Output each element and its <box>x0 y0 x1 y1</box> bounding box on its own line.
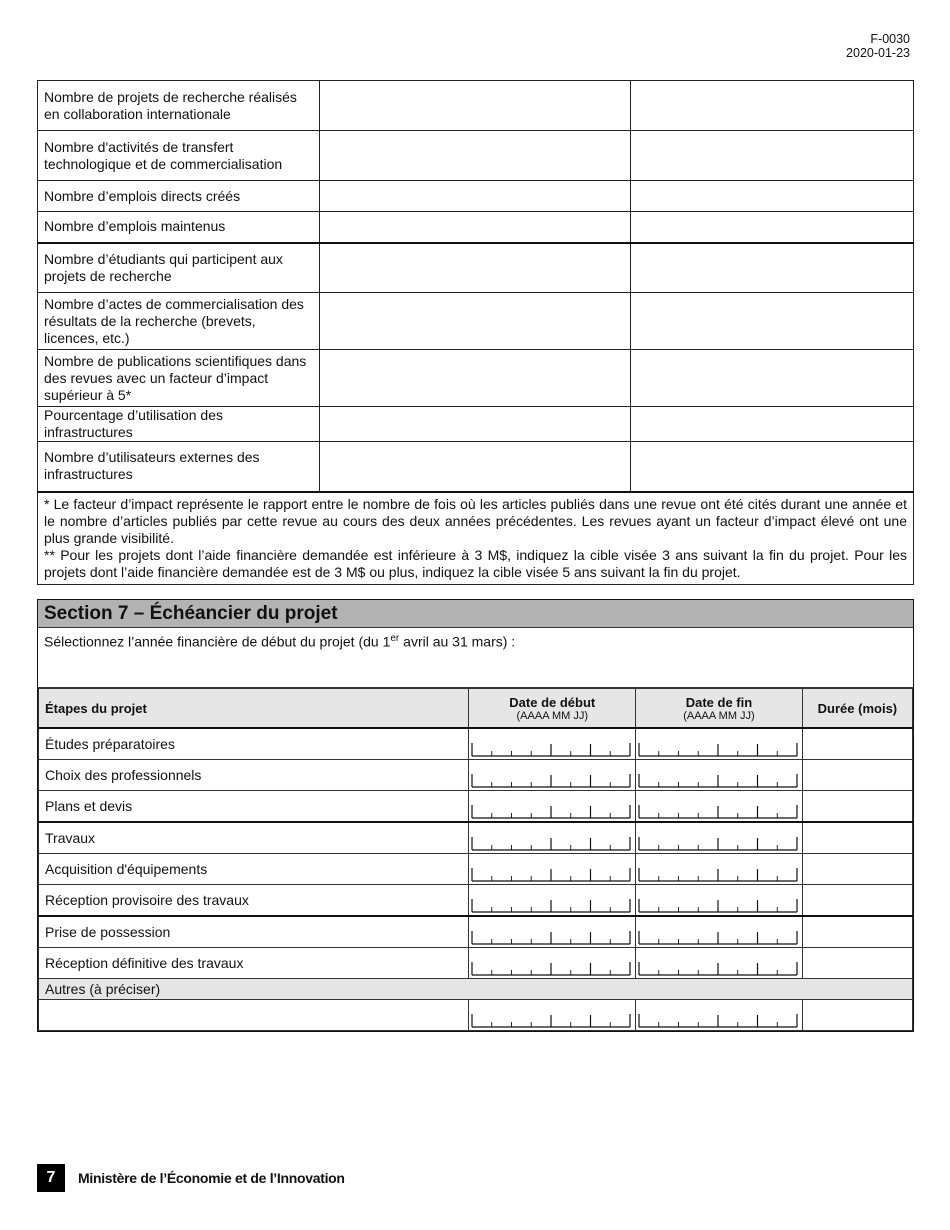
schedule-header-row <box>39 689 913 729</box>
start-date-field[interactable] <box>469 916 636 948</box>
schedule-row <box>39 760 913 791</box>
indicator-row <box>38 407 914 442</box>
others-label: Autres (à préciser) <box>39 979 913 1000</box>
indicator-value-field[interactable] <box>320 131 630 181</box>
indicator-target-field[interactable] <box>630 293 913 350</box>
schedule-row <box>39 822 913 854</box>
duration-field[interactable] <box>802 822 912 854</box>
indicator-target-field[interactable] <box>630 243 913 293</box>
indicator-value-field[interactable] <box>320 293 630 350</box>
indicator-label: Nombre d'activités de transfert technologique et de commercialisation <box>38 131 320 181</box>
indicator-label: Nombre d’emplois maintenus <box>38 212 320 243</box>
duration-field[interactable] <box>802 1000 912 1031</box>
duration-field[interactable] <box>802 854 912 885</box>
date-comb <box>471 866 631 882</box>
indicator-row <box>38 131 914 181</box>
indicator-value-field[interactable] <box>320 212 630 243</box>
date-comb <box>471 897 631 913</box>
ministry-name: Ministère de l’Économie et de l’Innovation <box>78 1170 345 1186</box>
schedule-row <box>39 948 913 979</box>
start-date-field[interactable] <box>469 791 636 823</box>
indicator-row <box>38 181 914 212</box>
step-label: Choix des professionnels <box>39 760 469 791</box>
indicator-label: Nombre d’étudiants qui participent aux projets de recherche <box>38 243 320 293</box>
indicator-label: Nombre d’actes de commercialisation des résultats de la recherche (brevets, licences, etc.) <box>38 293 320 350</box>
date-comb <box>638 741 798 757</box>
end-date-field[interactable] <box>636 728 803 760</box>
date-comb <box>471 1012 631 1028</box>
indicator-row <box>38 81 914 131</box>
fiscal-year-prompt-text-end: avril au 31 mars) : <box>399 633 516 650</box>
date-comb <box>638 960 798 976</box>
date-comb <box>638 1012 798 1028</box>
section-7-schedule <box>37 599 914 1032</box>
indicator-target-field[interactable] <box>630 212 913 243</box>
start-date-format: (AAAA MM JJ) <box>516 709 589 722</box>
duration-field[interactable] <box>802 760 912 791</box>
column-header-end-date <box>636 689 803 729</box>
footnote-target-year: ** Pour les projets dont l’aide financière demandée est inférieure à 3 M$, indiquez la cible visée 3 ans suivant la fin du projet. Pour les projets dont l’aide financière demandée est de 3 M$ ou plus, indiquez la cible visée 5 ans suivant la fin du projet. <box>44 546 907 580</box>
footnotes <box>38 492 914 585</box>
section-7-title: Section 7 – Échéancier du projet <box>38 600 913 628</box>
indicator-target-field[interactable] <box>630 131 913 181</box>
step-label: Acquisition d'équipements <box>39 854 469 885</box>
indicator-label: Nombre d’utilisateurs externes des infrastructures <box>38 442 320 492</box>
start-date-field[interactable] <box>469 948 636 979</box>
indicator-target-field[interactable] <box>630 350 913 407</box>
form-header <box>846 32 910 60</box>
end-date-field[interactable] <box>636 885 803 917</box>
start-date-field[interactable] <box>469 1000 636 1031</box>
duration-field[interactable] <box>802 885 912 917</box>
indicator-target-field[interactable] <box>630 407 913 442</box>
fiscal-year-prompt-text: Sélectionnez l’année financière de début du projet (du 1 <box>44 633 391 650</box>
form-code: F-0030 <box>870 32 910 46</box>
end-date-field[interactable] <box>636 916 803 948</box>
indicator-row <box>38 243 914 293</box>
schedule-row <box>39 916 913 948</box>
start-date-field[interactable] <box>469 728 636 760</box>
step-label: Plans et devis <box>39 791 469 823</box>
date-comb <box>638 772 798 788</box>
schedule-row <box>39 728 913 760</box>
indicator-value-field[interactable] <box>320 81 630 131</box>
step-label: Travaux <box>39 822 469 854</box>
end-date-field[interactable] <box>636 948 803 979</box>
date-comb <box>471 741 631 757</box>
end-date-label: Date de fin <box>685 694 753 710</box>
duration-field[interactable] <box>802 728 912 760</box>
indicator-value-field[interactable] <box>320 442 630 492</box>
page-number: 7 <box>37 1164 65 1192</box>
indicator-row <box>38 350 914 407</box>
form-date: 2020-01-23 <box>846 46 910 60</box>
fiscal-year-prompt-sup: er <box>390 633 400 644</box>
duration-field[interactable] <box>802 948 912 979</box>
others-header-row <box>39 979 913 1000</box>
duration-field[interactable] <box>802 791 912 823</box>
column-header-step: Étapes du projet <box>39 689 469 729</box>
duration-field[interactable] <box>802 916 912 948</box>
page-footer <box>37 1164 345 1192</box>
indicator-row <box>38 212 914 243</box>
indicator-target-field[interactable] <box>630 81 913 131</box>
end-date-field[interactable] <box>636 760 803 791</box>
end-date-field[interactable] <box>636 1000 803 1031</box>
date-comb <box>638 835 798 851</box>
start-date-field[interactable] <box>469 760 636 791</box>
date-comb <box>638 929 798 945</box>
end-date-field[interactable] <box>636 854 803 885</box>
schedule-table <box>38 688 913 1031</box>
schedule-row <box>39 791 913 823</box>
end-date-field[interactable] <box>636 822 803 854</box>
indicator-label: Nombre d’emplois directs créés <box>38 181 320 212</box>
indicator-target-field[interactable] <box>630 181 913 212</box>
indicator-label: Nombre de projets de recherche réalisés en collaboration internationale <box>38 81 320 131</box>
date-comb <box>471 929 631 945</box>
indicator-label: Pourcentage d’utilisation des infrastructures <box>38 407 320 442</box>
indicator-value-field[interactable] <box>320 350 630 407</box>
step-label: Études préparatoires <box>39 728 469 760</box>
notes-row <box>38 492 914 585</box>
date-comb <box>471 772 631 788</box>
date-comb <box>638 897 798 913</box>
indicator-value-field[interactable] <box>320 181 630 212</box>
indicator-value-field[interactable] <box>320 243 630 293</box>
fiscal-year-prompt[interactable] <box>38 628 913 688</box>
schedule-row-other <box>39 1000 913 1031</box>
start-date-field[interactable] <box>469 885 636 917</box>
date-comb <box>471 960 631 976</box>
date-comb <box>471 835 631 851</box>
start-date-field[interactable] <box>469 854 636 885</box>
step-label: Réception provisoire des travaux <box>39 885 469 917</box>
indicator-row <box>38 293 914 350</box>
step-label: Réception définitive des travaux <box>39 948 469 979</box>
end-date-format: (AAAA MM JJ) <box>683 709 755 722</box>
other-step-field[interactable] <box>39 1000 469 1031</box>
date-comb <box>471 803 631 819</box>
step-label: Prise de possession <box>39 916 469 948</box>
indicator-value-field[interactable] <box>320 407 630 442</box>
indicator-target-field[interactable] <box>630 442 913 492</box>
footnote-impact-factor: * Le facteur d’impact représente le rapport entre le nombre de fois où les articles publiés dans une revue ont été cités durant une année et le nombre d’articles publiés par cette revue au cours des deux années précédentes. Les revues ayant un facteur d’impact élevé ont une plus grande visibilité. <box>44 495 907 546</box>
schedule-row <box>39 885 913 917</box>
date-comb <box>638 866 798 882</box>
indicator-row <box>38 442 914 492</box>
indicators-table <box>37 80 914 585</box>
indicator-label: Nombre de publications scientifiques dans des revues avec un facteur d’impact supérieur à 5* <box>38 350 320 407</box>
date-comb <box>638 803 798 819</box>
start-date-field[interactable] <box>469 822 636 854</box>
start-date-label: Date de début <box>509 694 596 710</box>
column-header-duration: Durée (mois) <box>802 689 912 729</box>
schedule-row <box>39 854 913 885</box>
column-header-start-date <box>469 689 636 729</box>
end-date-field[interactable] <box>636 791 803 823</box>
